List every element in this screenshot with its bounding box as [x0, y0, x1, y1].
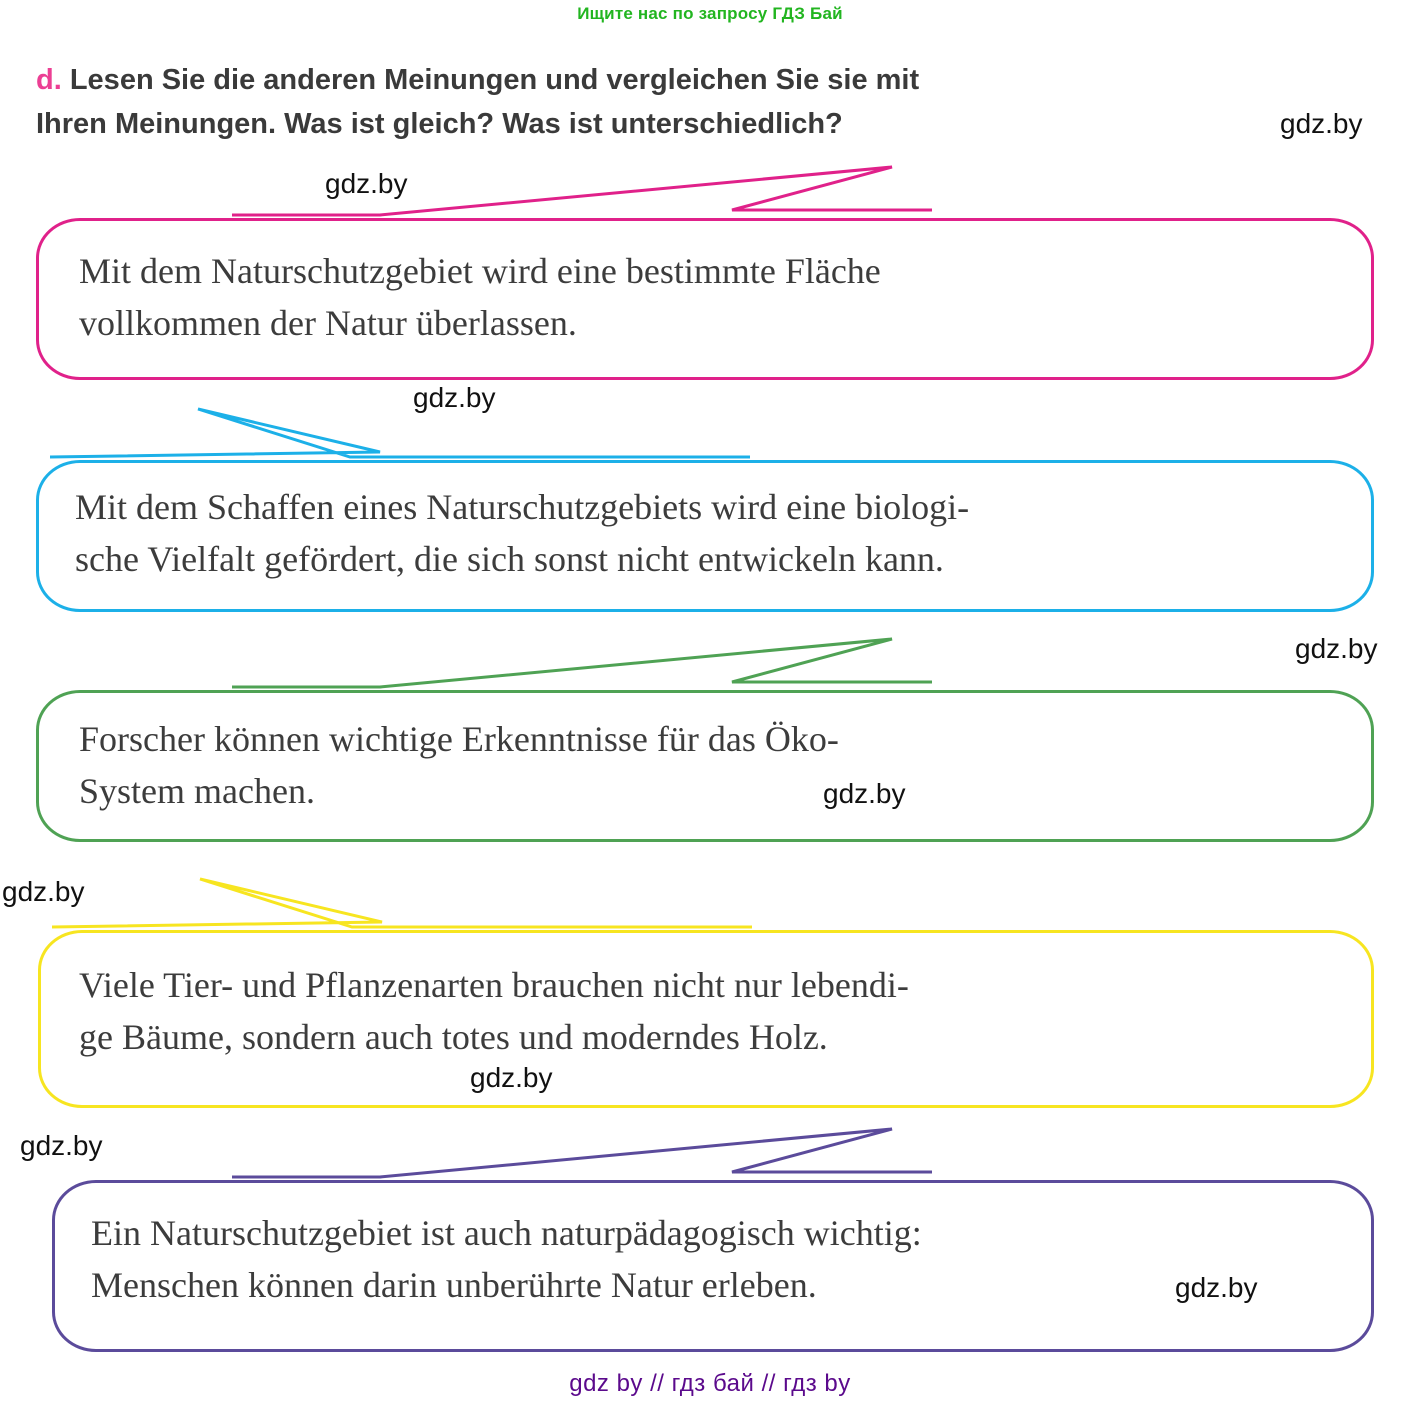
page-title	[36, 58, 1384, 146]
speech-bubble-line-2: vollkommen der Natur überlassen.	[79, 303, 577, 343]
speech-bubble-text	[75, 481, 1331, 585]
speech-bubble-tail	[232, 625, 1392, 695]
task-letter: d.	[36, 64, 62, 96]
speech-bubble-text	[79, 959, 1333, 1063]
speech-bubble-text	[79, 245, 1331, 349]
watermark: gdz.by	[413, 382, 496, 413]
speech-bubble-5	[52, 1180, 1374, 1352]
watermark: gdz.by	[1280, 108, 1363, 139]
speech-bubble-line-1: Mit dem Naturschutzgebiet wird eine bestimmte Fläche	[79, 251, 881, 291]
speech-bubble-line-2: sche Vielfalt gefördert, die sich sonst nicht entwickeln kann.	[75, 539, 944, 579]
speech-bubble-tail	[52, 865, 1212, 935]
speech-bubble-text	[79, 713, 1331, 817]
watermark: gdz.by	[823, 778, 906, 809]
speech-bubble-3	[36, 690, 1374, 842]
speech-bubble-4	[38, 930, 1374, 1108]
watermark: gdz.by	[1295, 633, 1378, 664]
speech-bubble-line-2: ge Bäume, sondern auch totes und moderndes Holz.	[79, 1017, 828, 1057]
watermark: gdz.by	[2, 876, 85, 907]
watermark: gdz.by	[20, 1130, 103, 1161]
watermark: gdz.by	[470, 1062, 553, 1093]
promo-banner: Ищите нас по запросу ГДЗ Бай	[577, 4, 843, 23]
footer-links: gdz by // гдз бай // гдз by	[569, 1370, 851, 1397]
speech-bubble-line-1: Viele Tier- und Pflanzenarten brauchen nicht nur lebendi-	[79, 965, 909, 1005]
speech-bubble-line-1: Forscher können wichtige Erkenntnisse für das Öko-	[79, 719, 839, 759]
speech-bubble-line-1: Ein Naturschutzgebiet ist auch naturpädagogisch wichtig:	[91, 1213, 922, 1253]
task-line-2: Ihren Meinungen. Was ist gleich? Was ist unterschiedlich?	[36, 108, 843, 140]
speech-bubble-text	[91, 1207, 1333, 1311]
watermark: gdz.by	[325, 168, 408, 199]
speech-bubble-2	[36, 460, 1374, 612]
speech-bubble-line-2: System machen.	[79, 771, 315, 811]
speech-bubble-tail	[50, 395, 1210, 465]
speech-bubble-1	[36, 218, 1374, 380]
watermark: gdz.by	[1175, 1272, 1258, 1303]
speech-bubble-tail	[232, 1115, 1392, 1185]
speech-bubble-line-2: Menschen können darin unberührte Natur erleben.	[91, 1265, 817, 1305]
speech-bubble-line-1: Mit dem Schaffen eines Naturschutzgebiets wird eine biologi-	[75, 487, 970, 527]
task-line-1: Lesen Sie die anderen Meinungen und vergleichen Sie sie mit	[69, 64, 920, 96]
